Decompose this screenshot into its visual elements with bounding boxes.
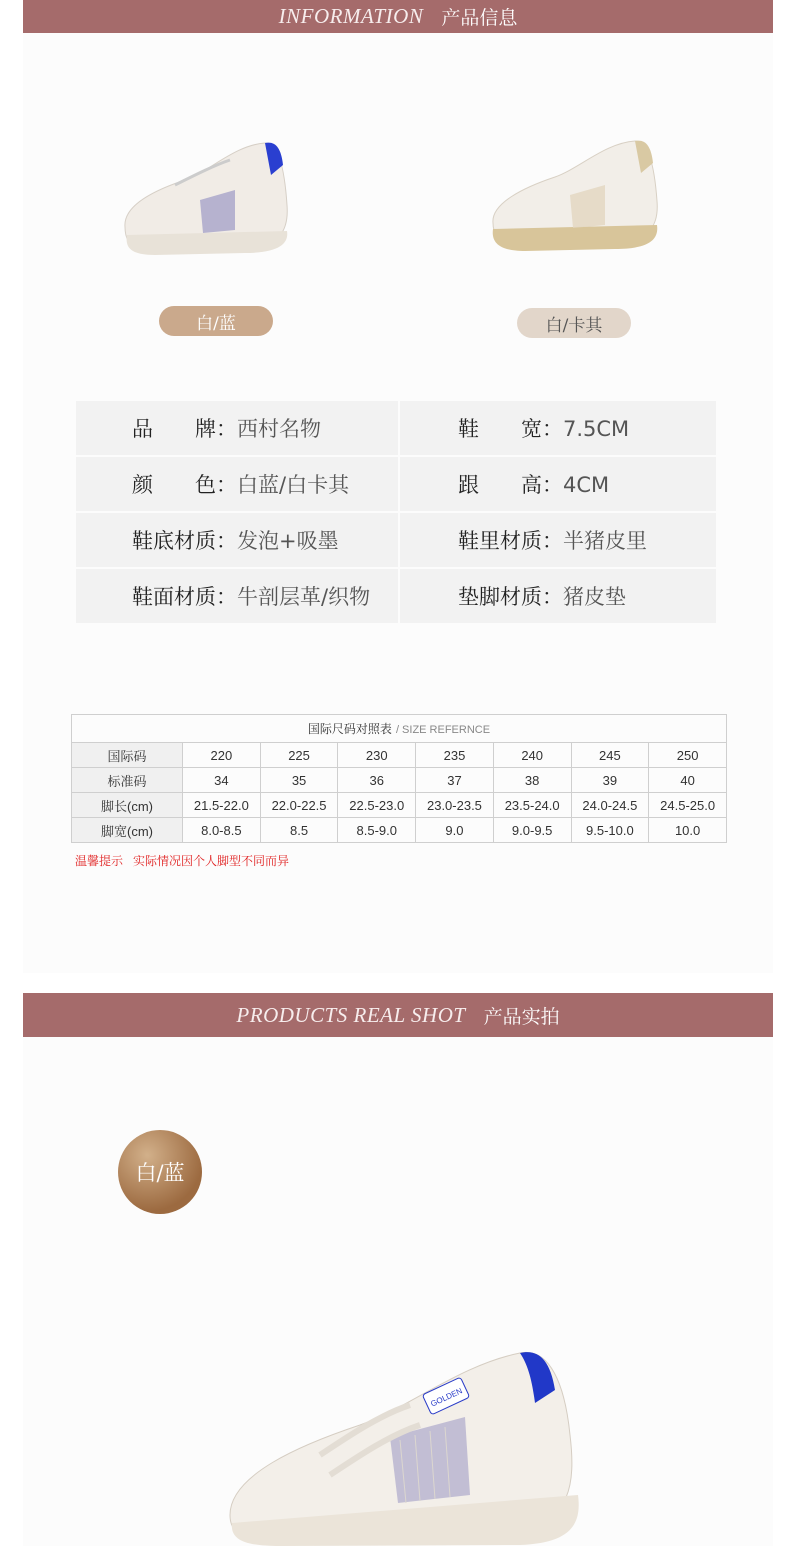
- color-tag-label: 白/蓝: [196, 313, 236, 334]
- spec-label: 颜 色：: [132, 473, 237, 497]
- table-cell: 24.0-24.5: [571, 793, 649, 818]
- shoe-image-white-blue: [115, 135, 295, 260]
- spec-row: [76, 569, 716, 623]
- spec-value: 西村名物: [237, 417, 321, 441]
- spec-label: 鞋里材质：: [458, 529, 563, 553]
- table-cell: 250: [649, 743, 727, 768]
- spec-cell: [400, 569, 716, 623]
- table-cell: 9.5-10.0: [571, 818, 649, 843]
- spec-cell: [400, 457, 716, 511]
- banner-title-cn: 产品实拍: [483, 1005, 560, 1028]
- spec-label: 鞋面材质：: [132, 585, 237, 609]
- spec-value: 7.5CM: [563, 417, 630, 441]
- table-cell: 10.0: [649, 818, 727, 843]
- table-cell: 24.5-25.0: [649, 793, 727, 818]
- table-cell: 230: [338, 743, 416, 768]
- spec-value: 4CM: [563, 473, 610, 497]
- color-tag-white-blue: [159, 306, 273, 336]
- spec-value: 白蓝/白卡其: [237, 473, 350, 497]
- table-cell: 21.5-22.0: [183, 793, 261, 818]
- table-cell: 39: [571, 768, 649, 793]
- table-cell: 9.0: [416, 818, 494, 843]
- table-cell: 35: [260, 768, 338, 793]
- color-badge: [118, 1130, 202, 1214]
- size-table-caption: [72, 715, 727, 743]
- color-badge-label: 白/蓝: [135, 1161, 185, 1185]
- spec-label: 垫脚材质：: [458, 585, 563, 609]
- table-cell: 36: [338, 768, 416, 793]
- product-spec-table: [74, 399, 718, 625]
- spec-row: [76, 457, 716, 511]
- spec-cell: [76, 513, 398, 567]
- size-reference-table: [71, 714, 727, 843]
- table-cell: 8.0-8.5: [183, 818, 261, 843]
- spec-cell: [400, 401, 716, 455]
- table-cell: 9.0-9.5: [493, 818, 571, 843]
- spec-cell: [76, 401, 398, 455]
- spec-row: [76, 401, 716, 455]
- table-cell: 225: [260, 743, 338, 768]
- real-shot-banner: [23, 993, 773, 1037]
- table-cell: 23.5-24.0: [493, 793, 571, 818]
- shoe-image-large: [220, 1345, 600, 1546]
- table-row: [72, 743, 727, 768]
- color-tag-white-khaki: [517, 308, 631, 338]
- spec-value: 猪皮垫: [563, 585, 626, 609]
- table-cell: 245: [571, 743, 649, 768]
- table-cell: 22.5-23.0: [338, 793, 416, 818]
- size-table-title: 国际尺码对照表: [307, 722, 392, 736]
- row-header: 国际码: [72, 743, 183, 768]
- color-tag-label: 白/卡其: [545, 315, 603, 336]
- table-cell: 8.5: [260, 818, 338, 843]
- information-banner: [23, 0, 773, 33]
- table-row: [72, 793, 727, 818]
- row-header: 脚长(cm): [72, 793, 183, 818]
- spec-value: 牛剖层革/织物: [237, 585, 371, 609]
- spec-row: [76, 513, 716, 567]
- table-cell: 37: [416, 768, 494, 793]
- spec-label: 鞋底材质：: [132, 529, 237, 553]
- banner-title-en: PRODUCTS REAL SHOT: [236, 1002, 466, 1027]
- table-cell: 220: [183, 743, 261, 768]
- tip-text: 实际情况因个人脚型不同而异: [133, 854, 290, 868]
- banner-title-cn: 产品信息: [441, 7, 518, 29]
- row-header: 脚宽(cm): [72, 818, 183, 843]
- table-cell: 22.0-22.5: [260, 793, 338, 818]
- spec-value: 半猪皮里: [563, 529, 647, 553]
- table-cell: 240: [493, 743, 571, 768]
- table-cell: 34: [183, 768, 261, 793]
- spec-cell: [76, 569, 398, 623]
- size-tip: [75, 852, 299, 869]
- table-cell: 8.5-9.0: [338, 818, 416, 843]
- table-cell: 23.0-23.5: [416, 793, 494, 818]
- spec-label: 鞋 宽：: [458, 417, 563, 441]
- tip-label: 温馨提示: [75, 854, 124, 868]
- table-cell: 40: [649, 768, 727, 793]
- shoe-image-white-khaki: [485, 135, 665, 255]
- spec-label: 品 牌：: [132, 417, 237, 441]
- spec-label: 跟 高：: [458, 473, 563, 497]
- shoe-tongue-label: GOLDEN: [429, 1386, 464, 1409]
- spec-value: 发泡+吸墨: [237, 529, 339, 553]
- table-row: [72, 768, 727, 793]
- row-header: 标准码: [72, 768, 183, 793]
- table-row: [72, 818, 727, 843]
- banner-title-en: INFORMATION: [278, 4, 424, 28]
- table-cell: 235: [416, 743, 494, 768]
- size-table-subtitle: / SIZE REFERNCE: [395, 724, 491, 736]
- spec-cell: [400, 513, 716, 567]
- table-cell: 38: [493, 768, 571, 793]
- spec-cell: [76, 457, 398, 511]
